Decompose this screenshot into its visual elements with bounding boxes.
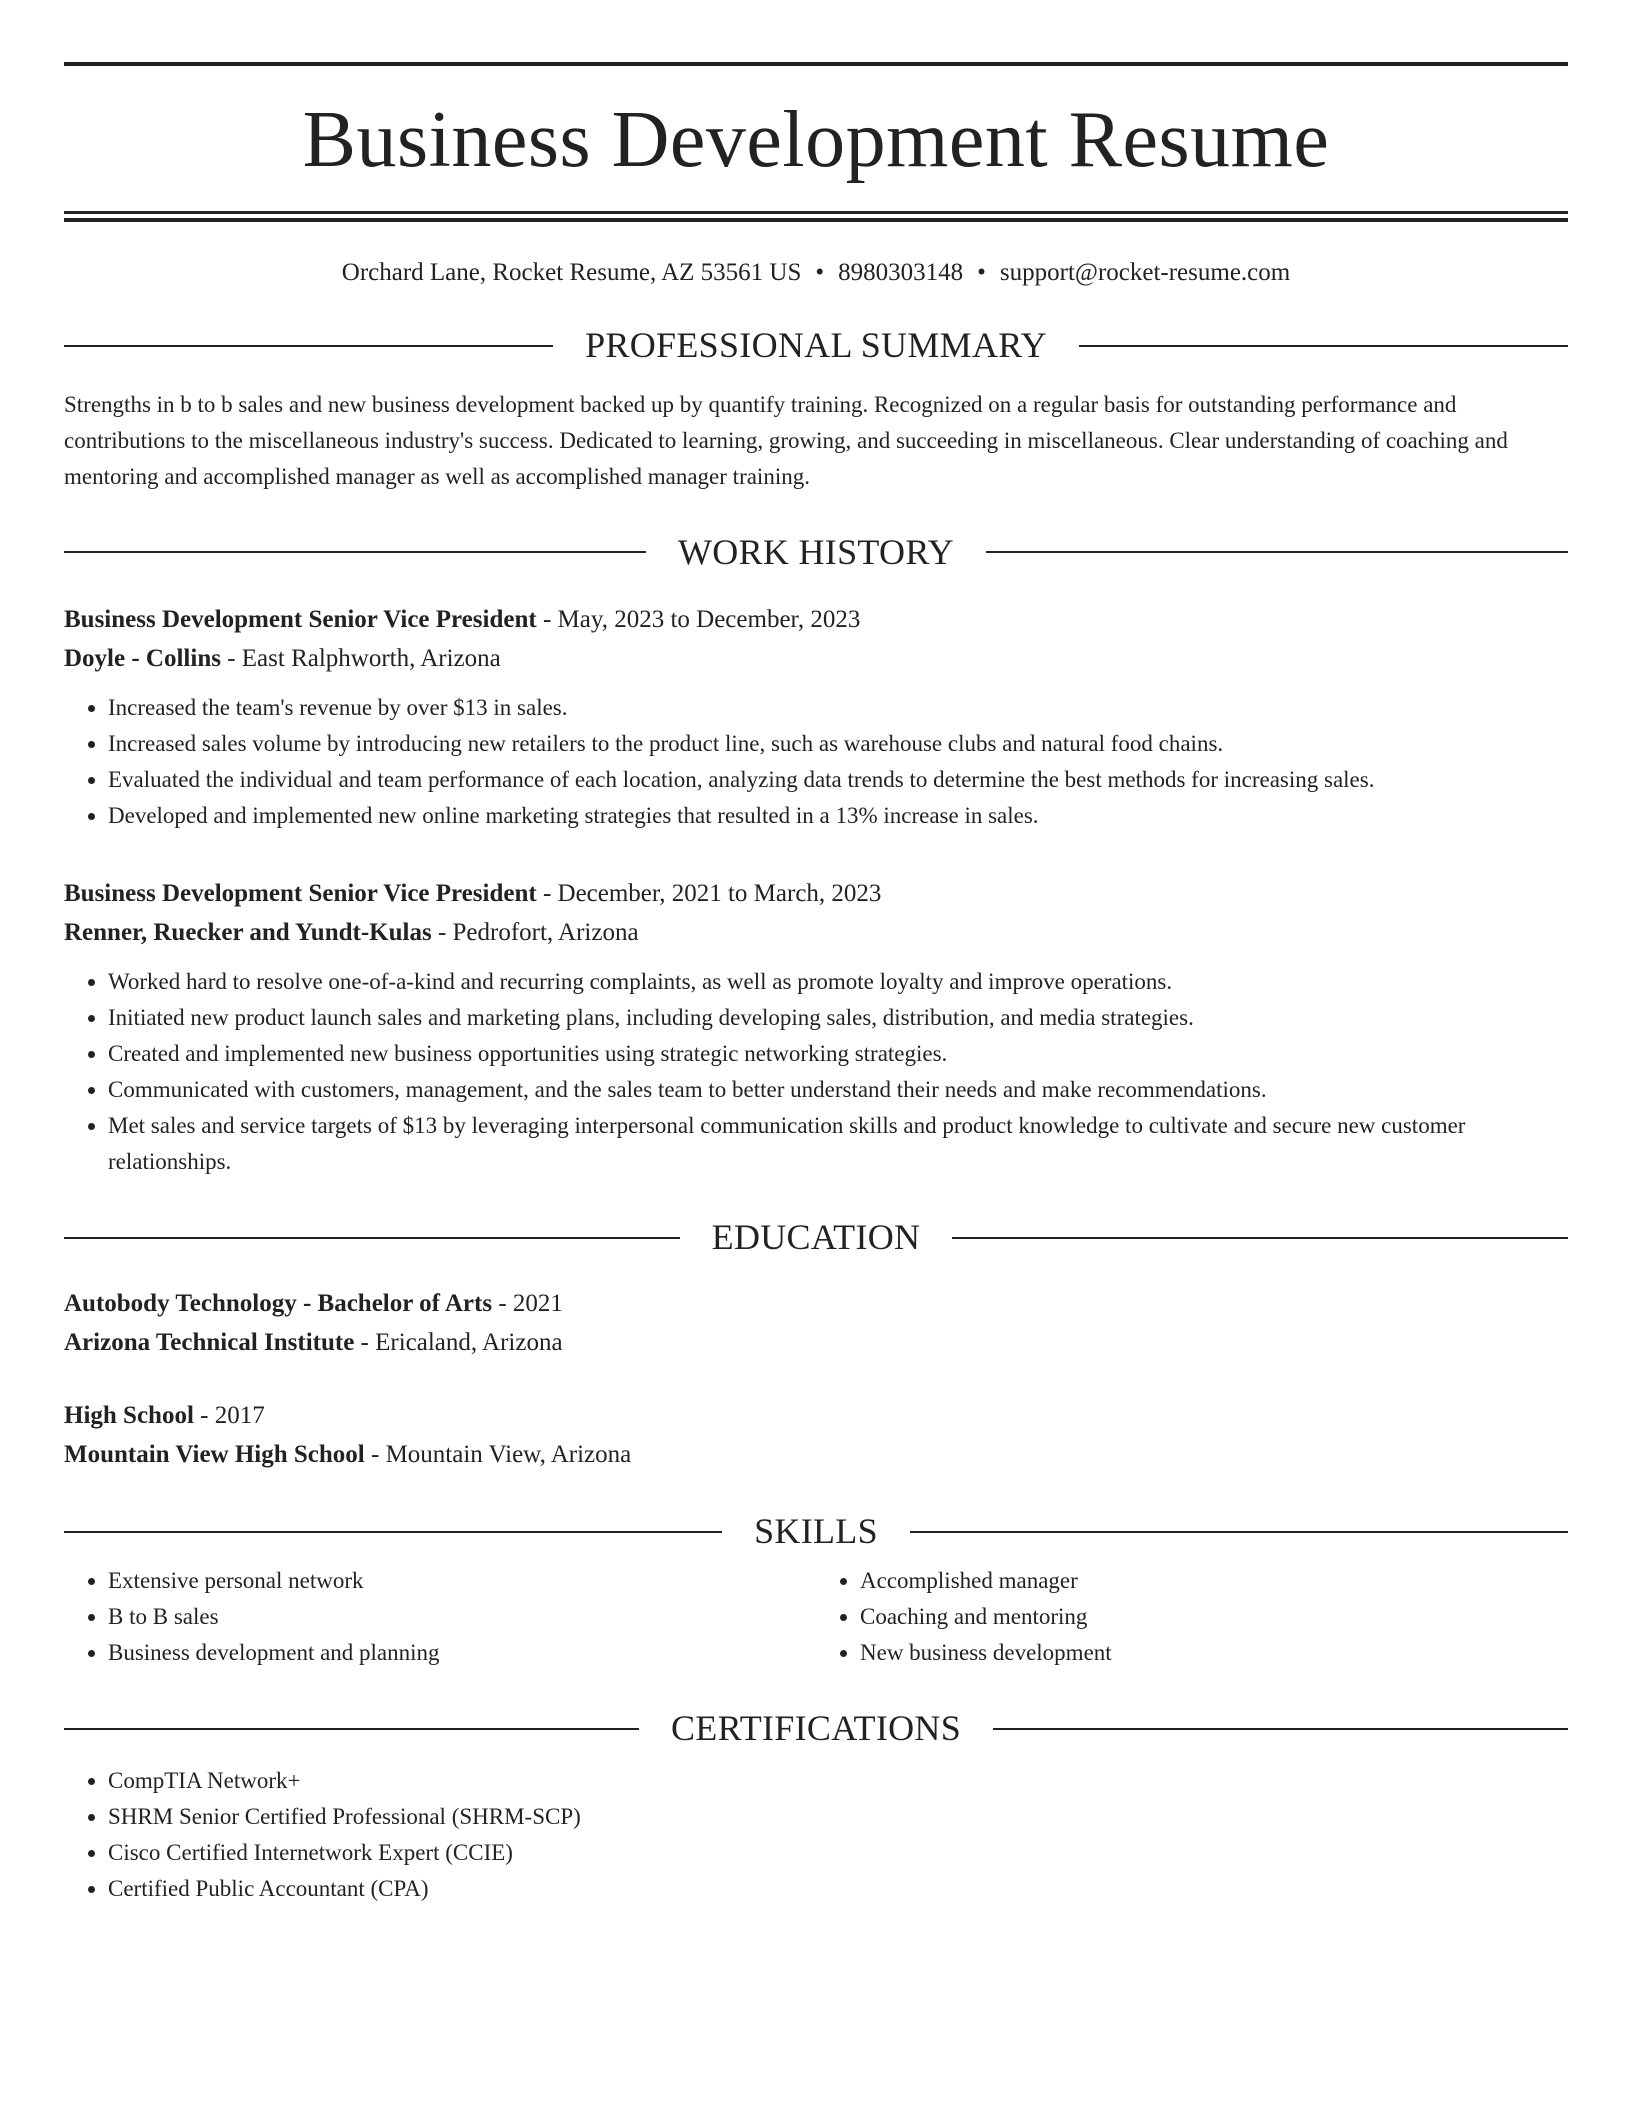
education-year: - 2021: [492, 1289, 563, 1317]
job-entry: [64, 600, 1568, 834]
contact-separator: •: [815, 259, 825, 286]
list-item: • Met sales and service targets of $13 by leveraging interpersonal communication skills and product knowledge to cultivate and secure new customer relationships.: [108, 1108, 1568, 1180]
skills-list-right: [816, 1563, 1568, 1671]
list-item: • New business development: [860, 1635, 1568, 1671]
contact-email: support@rocket-resume.com: [999, 259, 1291, 286]
list-item: • Initiated new product launch sales and marketing plans, including developing sales, distribution, and media strategies.: [108, 1000, 1568, 1036]
job-title: Business Development Senior Vice President: [64, 880, 537, 908]
summary-text: Strengths in b to b sales and new business development backed up by quantify training. Recognized on a regular basis for outstanding performance and contributions to the miscellaneous industry's success. Dedicated to learning, growing, and succeeding in miscellaneous. Clear understanding of coaching and mentoring and accomplished manager as well as accomplished manager training.: [64, 391, 1508, 489]
section-heading-label: WORK HISTORY: [678, 531, 954, 572]
education-degree: Autobody Technology - Bachelor of Arts: [64, 1289, 493, 1317]
job-location: - Pedrofort, Arizona: [431, 919, 639, 947]
section-heading-education: [64, 1218, 1568, 1258]
section-heading-label: EDUCATION: [711, 1217, 921, 1258]
list-item: • Increased the team's revenue by over $13 in sales.: [108, 690, 1568, 726]
contact-address: Orchard Lane, Rocket Resume, AZ 53561 US: [341, 259, 802, 286]
list-item: • Evaluated the individual and team performance of each location, analyzing data trends to determine the best methods for increasing sales.: [108, 762, 1568, 798]
job-title: Business Development Senior Vice President: [64, 606, 537, 634]
job-location: - East Ralphworth, Arizona: [220, 645, 501, 673]
education-location: - Mountain View, Arizona: [364, 1440, 632, 1468]
list-item: • Cisco Certified Internetwork Expert (CCIE): [108, 1835, 1568, 1871]
education-entry: [64, 1396, 1568, 1474]
section-heading-label: CERTIFICATIONS: [670, 1708, 962, 1749]
list-item: • SHRM Senior Certified Professional (SHRM-SCP): [108, 1799, 1568, 1835]
education-school-line: [64, 1323, 1568, 1362]
list-item: • CompTIA Network+: [108, 1763, 1568, 1799]
job-title-line: [64, 600, 1568, 639]
list-item: • Increased sales volume by introducing new retailers to the product line, such as warehouse clubs and natural food chains.: [108, 726, 1568, 762]
job-company: Doyle - Collins: [64, 645, 221, 673]
section-heading-label: PROFESSIONAL SUMMARY: [585, 325, 1047, 365]
section-heading-skills: [64, 1512, 1568, 1552]
contact-phone: 8980303148: [838, 259, 964, 286]
heading-rule: [952, 1237, 1568, 1239]
heading-rule: [64, 1728, 639, 1730]
heading-rule: [993, 1728, 1568, 1730]
education-year: - 2017: [193, 1401, 265, 1429]
title-double-rule: [64, 211, 1568, 222]
job-company-line: [64, 913, 1568, 952]
education-degree-line: [64, 1396, 1568, 1435]
list-item: • Extensive personal network: [108, 1563, 816, 1599]
list-item: • B to B sales: [108, 1599, 816, 1635]
top-rule: [64, 62, 1568, 66]
section-heading-work-history: [64, 533, 1568, 573]
education-location: - Ericaland, Arizona: [354, 1328, 563, 1356]
job-bullets: [64, 964, 1568, 1180]
page-title: Business Development Resume: [302, 96, 1330, 184]
heading-rule: [64, 1237, 680, 1239]
education-school: Arizona Technical Institute: [64, 1328, 355, 1356]
contact-line: [64, 258, 1568, 288]
section-heading-summary: [64, 326, 1568, 366]
certifications-list: [64, 1763, 1568, 1907]
list-item: • Certified Public Accountant (CPA): [108, 1871, 1568, 1907]
skills-list-left: [64, 1563, 816, 1671]
job-title-line: [64, 874, 1568, 913]
list-item: • Created and implemented new business opportunities using strategic networking strategies.: [108, 1036, 1568, 1072]
education-entry: [64, 1284, 1568, 1362]
job-company-line: [64, 639, 1568, 678]
skills-grid: [64, 1563, 1568, 1671]
section-heading-label: SKILLS: [754, 1510, 878, 1551]
list-item: • Accomplished manager: [860, 1563, 1568, 1599]
section-heading-certifications: [64, 1709, 1568, 1749]
contact-separator: •: [977, 259, 986, 286]
education-degree-line: [64, 1284, 1568, 1323]
job-dates: - May, 2023 to December, 2023: [536, 606, 861, 634]
job-company: Renner, Ruecker and Yundt-Kulas: [64, 919, 432, 947]
heading-rule: [64, 345, 553, 347]
job-bullets: [64, 690, 1568, 834]
heading-rule: [64, 1531, 722, 1533]
list-item: • Business development and planning: [108, 1635, 816, 1671]
heading-rule: [64, 551, 646, 553]
list-item: • Communicated with customers, management, and the sales team to better understand their needs and make recommendations.: [108, 1072, 1568, 1108]
education-school-line: [64, 1435, 1568, 1474]
heading-rule: [1079, 345, 1568, 347]
education-degree: High School: [64, 1401, 194, 1429]
education-school: Mountain View High School: [64, 1440, 365, 1468]
list-item: • Coaching and mentoring: [860, 1599, 1568, 1635]
job-dates: - December, 2021 to March, 2023: [536, 880, 882, 908]
list-item: • Worked hard to resolve one-of-a-kind and recurring complaints, as well as promote loyalty and improve operations.: [108, 964, 1568, 1000]
list-item: • Developed and implemented new online marketing strategies that resulted in a 13% increase in sales.: [108, 798, 1568, 834]
job-entry: [64, 874, 1568, 1180]
heading-rule: [910, 1531, 1568, 1533]
heading-rule: [986, 551, 1568, 553]
